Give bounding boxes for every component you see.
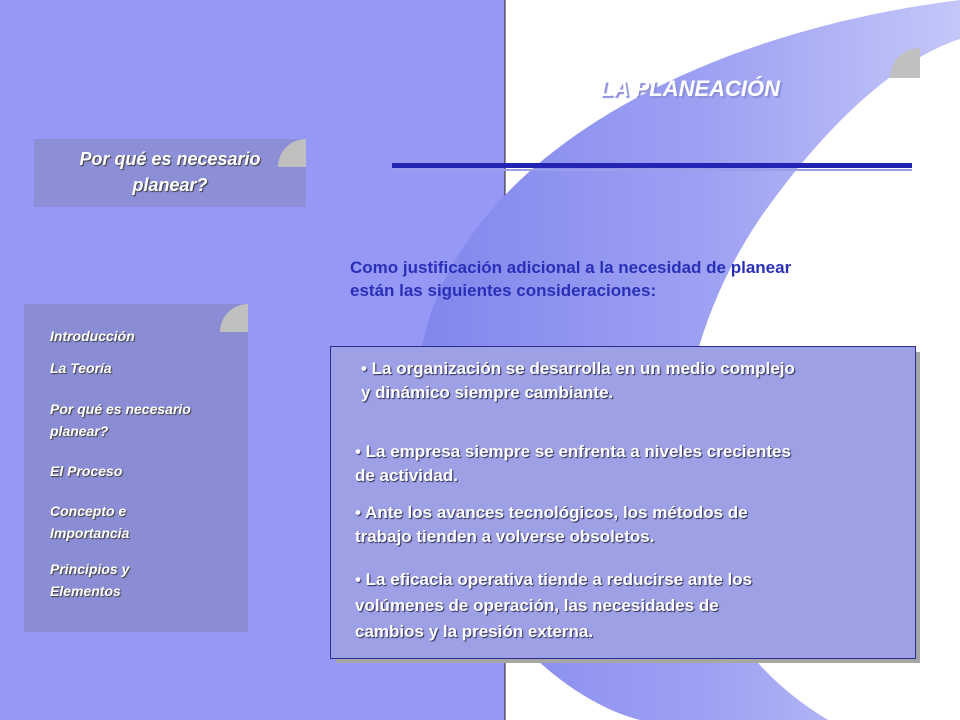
title-divider-shadow xyxy=(392,169,912,171)
nav-item-label: El Proceso xyxy=(50,463,123,479)
section-heading xyxy=(34,146,306,198)
bullet-line: de actividad. xyxy=(355,466,458,485)
section-heading-line2: planear? xyxy=(132,175,208,195)
page-title: LA PLANEACIÓN xyxy=(599,76,781,101)
bullet-line: • Ante los avances tecnológicos, los métodos de xyxy=(355,503,748,522)
bullet-line: trabajo tienden a volverse obsoletos. xyxy=(355,527,655,546)
bullet-line: • La organización se desarrolla en un medio complejo xyxy=(361,359,795,378)
nav-item-label: La Teoría xyxy=(50,360,112,376)
nav-item-label: Principios y xyxy=(50,561,130,577)
nav-item-label: planear? xyxy=(50,423,109,439)
nav-item-label: Introducción xyxy=(50,328,135,344)
bullet-line: cambios y la presión externa. xyxy=(355,622,594,641)
intro-text xyxy=(350,256,920,302)
intro-line2: están las siguientes consideraciones: xyxy=(350,281,657,300)
nav-item-label: Importancia xyxy=(50,525,130,541)
bullet-line: y dinámico siempre cambiante. xyxy=(361,383,614,402)
section-heading-line1: Por qué es necesario xyxy=(79,149,261,169)
bullet-line: volúmenes de operación, las necesidades de xyxy=(355,596,719,615)
nav-item-concepto-importancia[interactable] xyxy=(50,500,246,544)
nav-item-label: Por qué es necesario xyxy=(50,401,191,417)
nav-item-la-teoria[interactable] xyxy=(50,357,246,379)
bullet-item xyxy=(355,501,911,549)
intro-line1: Como justificación adicional a la necesidad de planear xyxy=(350,258,792,277)
bullet-line: • La empresa siempre se enfrenta a niveles crecientes xyxy=(355,442,791,461)
bullet-line: • La eficacia operativa tiende a reducirse ante los xyxy=(355,570,753,589)
nav-item-el-proceso[interactable] xyxy=(50,460,246,482)
nav-item-por-que-planear[interactable] xyxy=(50,398,246,442)
bullet-item xyxy=(355,567,911,645)
nav-item-introduccion[interactable] xyxy=(50,325,246,347)
title-divider xyxy=(392,163,912,168)
nav-item-label: Concepto e xyxy=(50,503,127,519)
content-box xyxy=(330,346,916,659)
nav-item-label: Elementos xyxy=(50,583,121,599)
bullet-item xyxy=(355,440,911,488)
nav-item-principios-elementos[interactable] xyxy=(50,558,246,602)
nav-panel xyxy=(24,304,248,632)
bullet-item xyxy=(361,357,911,405)
